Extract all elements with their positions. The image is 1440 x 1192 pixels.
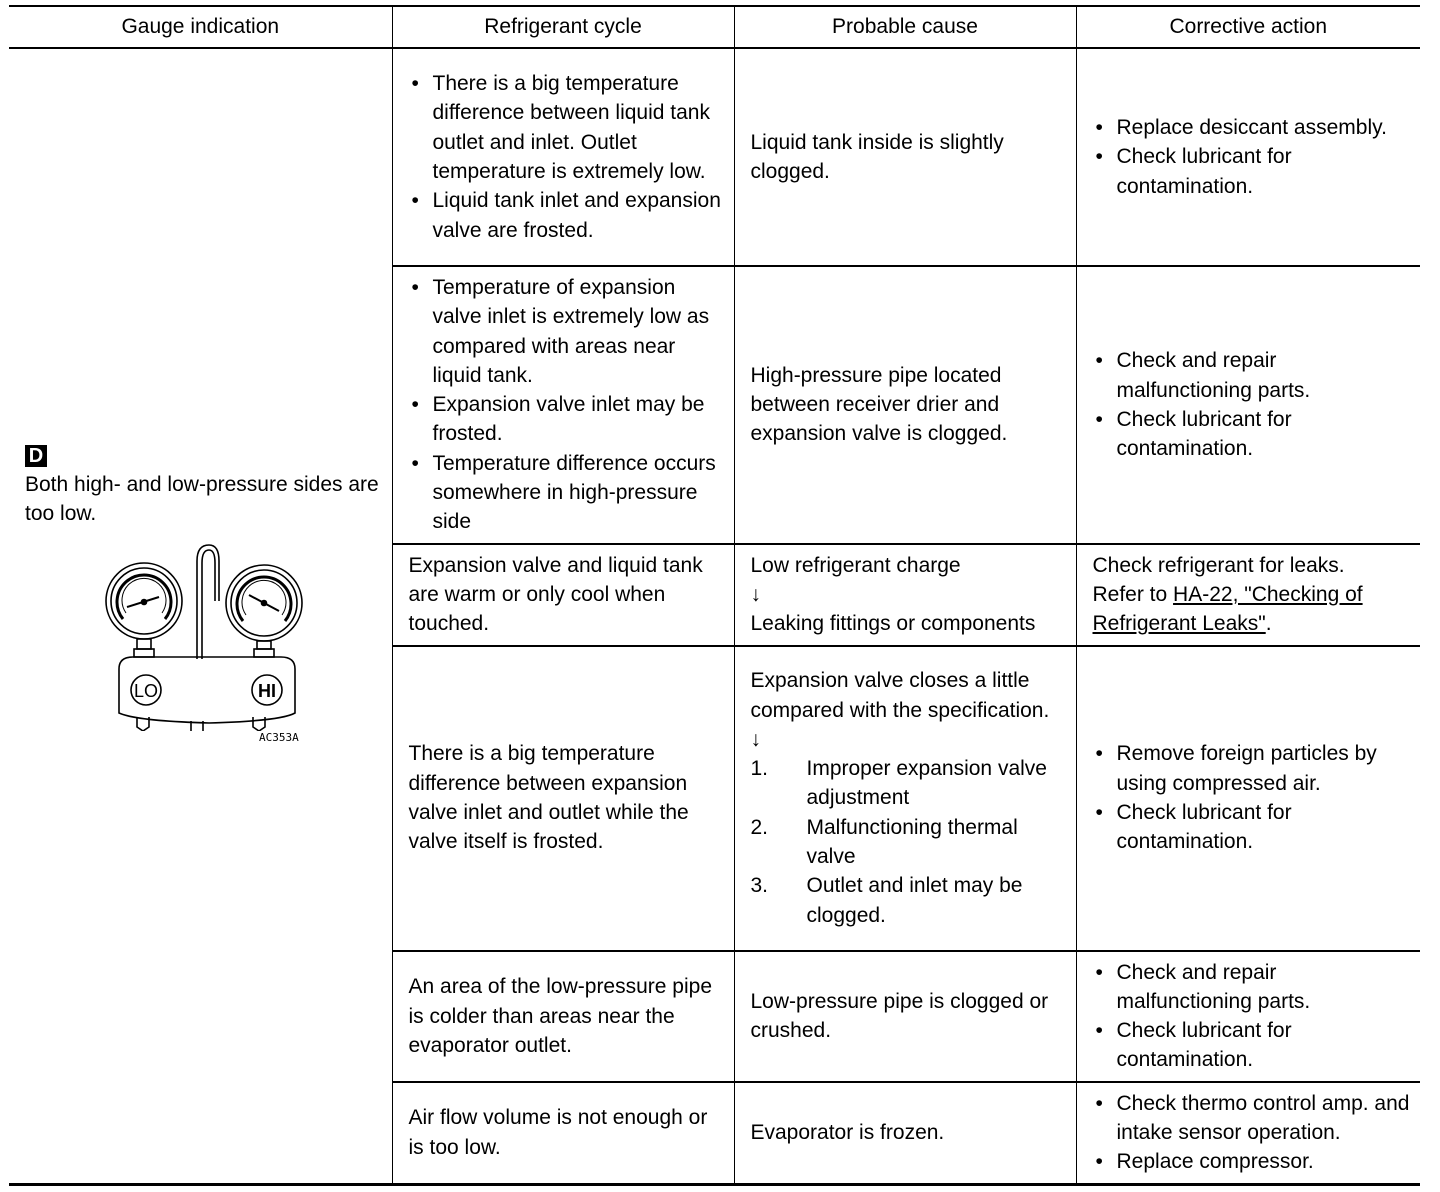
figure-code: AC353A <box>259 730 299 744</box>
lo-label: LO <box>133 680 159 701</box>
refer-end: . <box>1265 612 1272 636</box>
probable-cause-text: High-pressure pipe located between receiver drier and expansion valve is clogged. <box>750 363 1008 446</box>
probable-cause-cell <box>734 646 1076 951</box>
corrective-action-cell <box>1076 1082 1420 1184</box>
refrigerant-cycle-cell <box>392 646 734 951</box>
probable-cause-cell <box>734 951 1076 1082</box>
list-item: • Check and repair malfunctioning parts. <box>1093 346 1413 405</box>
list-item: • Check thermo control amp. and intake sensor operation. <box>1093 1089 1413 1148</box>
corrective-action-cell <box>1076 646 1420 951</box>
refrigerant-cycle-text: Expansion valve and liquid tank are warm or only cool when touched. <box>408 553 703 636</box>
list-item: • Check lubricant for contamination. <box>1093 798 1413 857</box>
list-item <box>751 754 1068 813</box>
list-item: • Liquid tank inlet and expansion valve are frosted. <box>409 186 726 245</box>
probable-cause-top: Low refrigerant charge <box>750 553 961 577</box>
list-text: Malfunctioning thermal valve <box>806 815 1018 868</box>
list-item: • Expansion valve inlet may be frosted. <box>409 390 726 449</box>
manifold-gauge-icon <box>101 541 321 731</box>
gauge-indication-cell <box>9 48 392 1184</box>
refer-text: Refer to <box>1092 582 1174 606</box>
gauge-description: Both high- and low-pressure sides are too low. <box>25 473 379 526</box>
list-item <box>751 871 1068 930</box>
list-item: • Check lubricant for contamination. <box>1093 1016 1413 1075</box>
list-item: • There is a big temperature difference between liquid tank outlet and inlet. Outlet temperature is extremely low. <box>409 69 726 186</box>
corrective-action-cell <box>1076 266 1420 544</box>
probable-cause-text: Low-pressure pipe is clogged or crushed. <box>750 989 1049 1043</box>
down-arrow-icon: ↓ <box>750 582 761 606</box>
corrective-action-cell <box>1076 951 1420 1082</box>
table-row <box>9 48 1420 266</box>
probable-cause-top: Expansion valve closes a little compared with the specification. <box>750 669 1050 722</box>
corrective-action-cell <box>1076 544 1420 646</box>
probable-cause-cell <box>734 266 1076 544</box>
list-text: Outlet and inlet may be clogged. <box>806 874 1023 927</box>
corrective-action-cell <box>1076 48 1420 266</box>
refrigerant-cycle-cell <box>392 1082 734 1184</box>
gauge-badge-d: D <box>25 445 47 467</box>
list-item: • Temperature of expansion valve inlet is extremely low as compared with areas near liquid tank. <box>409 273 726 390</box>
probable-cause-text: Evaporator is frozen. <box>750 1121 945 1145</box>
refrigerant-leaks-link[interactable]: HA-22, "Checking of Refrigerant Leaks" <box>1092 582 1363 636</box>
refrigerant-cycle-text: There is a big temperature difference between expansion valve inlet and outlet while the valve itself is frosted. <box>408 742 689 854</box>
list-text: Improper expansion valve adjustment <box>806 757 1047 810</box>
list-number: 3. <box>750 874 769 898</box>
header-corrective-action: Corrective action <box>1076 6 1420 48</box>
list-number: 2. <box>750 815 769 839</box>
corrective-action-text: Check refrigerant for leaks. <box>1092 553 1345 577</box>
refrigerant-cycle-text: An area of the low-pressure pipe is colder than areas near the evaporator outlet. <box>408 975 713 1057</box>
refrigerant-cycle-cell <box>392 48 734 266</box>
probable-cause-cell <box>734 544 1076 646</box>
header-row <box>9 6 1420 48</box>
probable-cause-text: Liquid tank inside is slightly clogged. <box>750 130 1004 183</box>
probable-cause-bottom: Leaking fittings or components <box>750 612 1036 636</box>
down-arrow-icon: ↓ <box>750 727 761 751</box>
header-gauge-indication: Gauge indication <box>9 6 392 48</box>
header-refrigerant-cycle: Refrigerant cycle <box>392 6 734 48</box>
refrigerant-cycle-cell <box>392 951 734 1082</box>
refrigerant-cycle-cell <box>392 266 734 544</box>
refrigerant-cycle-text: Air flow volume is not enough or is too low. <box>408 1106 708 1159</box>
probable-cause-cell <box>734 48 1076 266</box>
list-item: • Replace compressor. <box>1093 1147 1413 1176</box>
list-item: • Remove foreign particles by using compressed air. <box>1093 739 1413 798</box>
list-item <box>751 813 1068 872</box>
diagnosis-table <box>9 5 1420 1186</box>
probable-cause-cell <box>734 1082 1076 1184</box>
header-probable-cause: Probable cause <box>734 6 1076 48</box>
hi-label: HI <box>258 680 276 701</box>
list-item: • Temperature difference occurs somewhere in high-pressure side <box>409 449 726 537</box>
refrigerant-cycle-cell <box>392 544 734 646</box>
list-item: • Check lubricant for contamination. <box>1093 142 1413 201</box>
list-item: • Check lubricant for contamination. <box>1093 405 1413 464</box>
manifold-gauge-figure <box>101 541 321 751</box>
list-number: 1. <box>750 757 769 781</box>
list-item: • Check and repair malfunctioning parts. <box>1093 958 1413 1017</box>
list-item: • Replace desiccant assembly. <box>1093 113 1413 142</box>
